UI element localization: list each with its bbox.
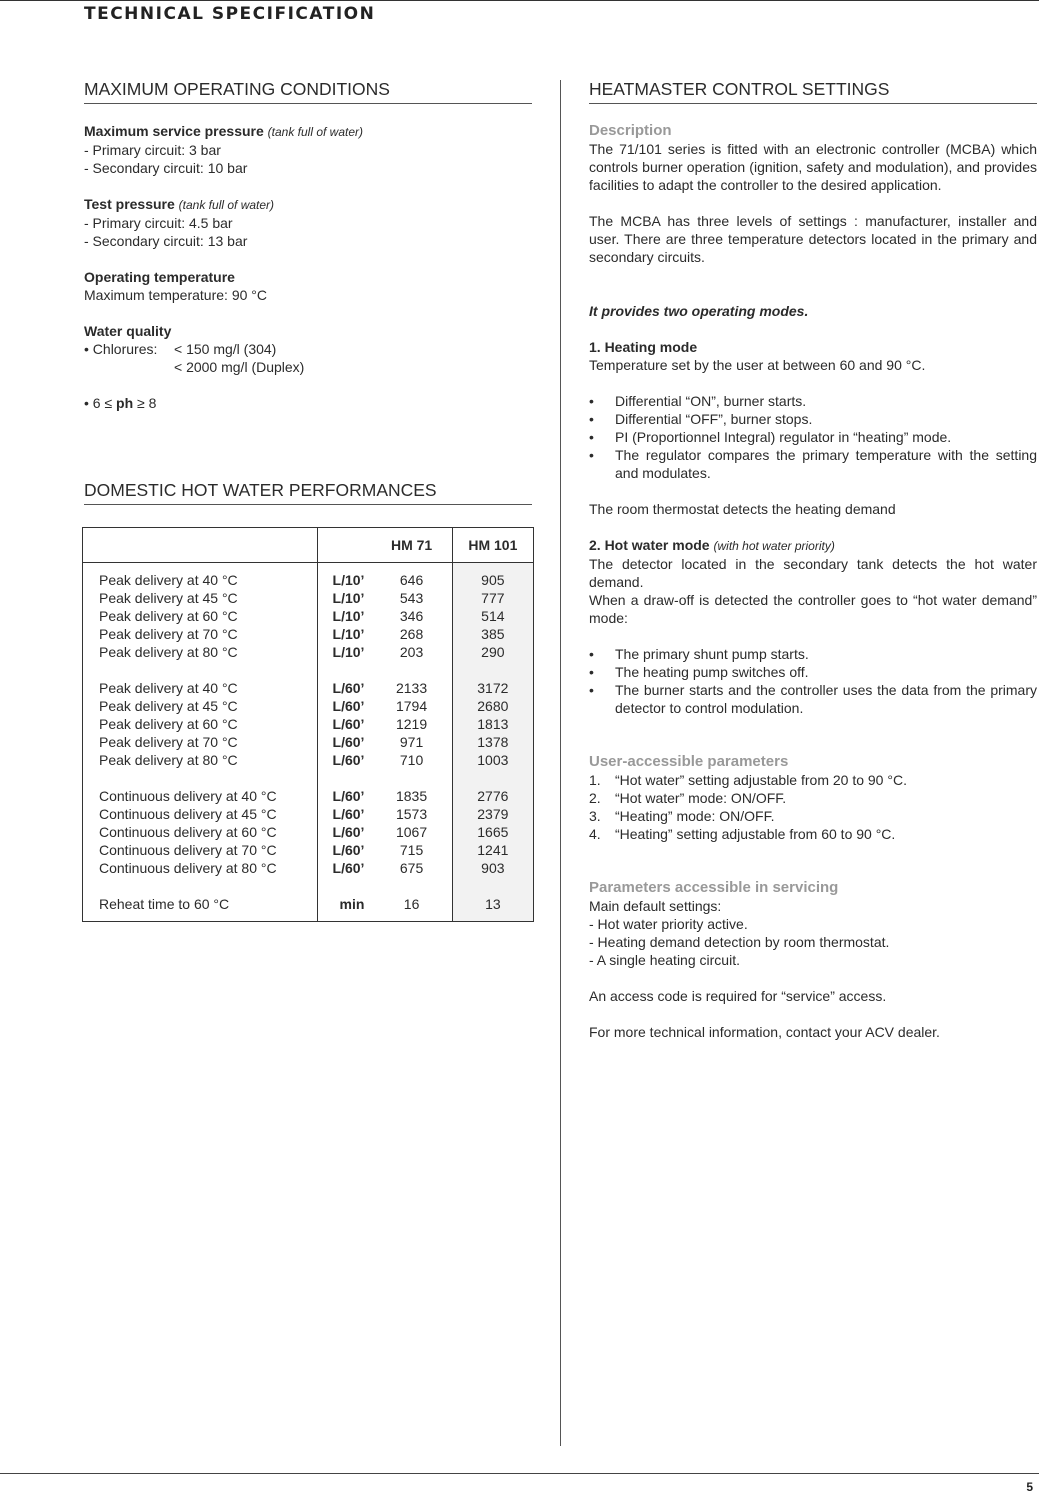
bottom-rule (0, 1473, 1039, 1474)
contact-text: For more technical information, contact your ACV dealer. (589, 1024, 940, 1040)
modes-heading: It provides two operating modes. (589, 303, 809, 319)
list-item: • The primary shunt pump starts. (589, 645, 1037, 663)
list-item: • The regulator compares the primary temperature with the setting and modulates. (589, 446, 1037, 482)
table-row (83, 859, 534, 877)
row-hm71: 971 (399, 734, 424, 750)
table-spacer-row (83, 877, 534, 895)
service-item: - Heating demand detection by room thermostat. (589, 934, 890, 950)
room-thermostat-text: The room thermostat detects the heating demand (589, 501, 896, 517)
table-row (83, 607, 534, 625)
service-item: - A single heating circuit. (589, 952, 740, 968)
list-item: • PI (Proportionnel Integral) regulator in “heating” mode. (589, 428, 1037, 446)
row-unit: L/60’ (317, 823, 371, 841)
table-row (83, 625, 534, 643)
row-unit: min (317, 895, 371, 922)
row-hm101: 1813 (452, 715, 533, 733)
right-column (589, 78, 1037, 1041)
header-cell-unit (317, 528, 371, 563)
row-unit: L/60’ (317, 697, 371, 715)
table-row (83, 787, 534, 805)
list-item: • The burner starts and the controller uses the data from the primary detector to control modulation. (589, 681, 1037, 717)
heating-mode-heading: 1. Heating mode (589, 339, 698, 355)
chlorures-line-1: • Chlorures: < 150 mg/l (304) (84, 341, 277, 357)
control-settings-title: HEATMASTER CONTROL SETTINGS (589, 78, 1037, 104)
page-number: 5 (1026, 1480, 1033, 1494)
test-pressure-heading: Test pressure (tank full of water) (84, 196, 275, 212)
table-row (83, 733, 534, 751)
table-row (83, 805, 534, 823)
table-row (83, 841, 534, 859)
table-spacer-row (83, 769, 534, 787)
table-row (83, 715, 534, 733)
row-hm71: 203 (399, 644, 424, 660)
row-hm71: 346 (399, 608, 424, 624)
row-hm101: 290 (452, 643, 533, 661)
row-hm101: 777 (452, 589, 533, 607)
row-hm101: 1241 (452, 841, 533, 859)
row-hm71: 268 (399, 626, 424, 642)
row-hm71: 1219 (395, 716, 428, 732)
row-hm101: 903 (452, 859, 533, 877)
hot-water-paragraph-1: The detector located in the secondary tank detects the hot water demand. (589, 556, 1037, 590)
row-label: Peak delivery at 60 °C (83, 715, 318, 733)
user-parameters-heading: User-accessible parameters (589, 753, 789, 770)
service-secondary: - Secondary circuit: 10 bar (84, 160, 248, 176)
hot-water-bullets (589, 645, 1037, 717)
row-unit: L/60’ (317, 805, 371, 823)
row-hm71: 1835 (395, 788, 428, 804)
table-header-row (83, 528, 534, 563)
op-temp-heading: Operating temperature (84, 269, 235, 285)
row-hm71: 1573 (395, 806, 428, 822)
list-item: 2. “Hot water” mode: ON/OFF. (589, 790, 787, 806)
row-hm71: 1794 (395, 698, 428, 714)
row-label: Continuous delivery at 40 °C (83, 787, 318, 805)
row-label: Peak delivery at 70 °C (83, 733, 318, 751)
row-hm101: 2680 (452, 697, 533, 715)
row-hm101: 514 (452, 607, 533, 625)
table-row (83, 563, 534, 590)
description-paragraph-1: The 71/101 series is fitted with an electronic controller (MCBA) which controls burner operation (ignition, safety and modulation), and provides facilities to adapt the controller to the desired application. (589, 141, 1037, 193)
row-hm101: 905 (452, 563, 533, 590)
dhw-performance-table (82, 527, 534, 922)
row-hm71: 715 (399, 842, 424, 858)
list-item: • Differential “ON”, burner starts. (589, 392, 1037, 410)
row-label: Peak delivery at 80 °C (83, 751, 318, 769)
table-spacer-row (83, 661, 534, 679)
service-pressure-heading: Maximum service pressure (tank full of water) (84, 123, 364, 139)
list-item: 3. “Heating” mode: ON/OFF. (589, 808, 775, 824)
ph-range: • 6 ≤ ph ≥ 8 (84, 395, 157, 411)
header-cell-hm101: HM 101 (452, 528, 533, 563)
access-code-text: An access code is required for “service” access. (589, 988, 887, 1004)
top-rule (0, 0, 1039, 1)
row-label: Peak delivery at 60 °C (83, 607, 318, 625)
row-label: Reheat time to 60 °C (83, 895, 318, 922)
max-conditions-title: MAXIMUM OPERATING CONDITIONS (84, 78, 532, 104)
user-parameters-list (589, 771, 1037, 843)
chlorures-line-2: < 2000 mg/l (Duplex) (174, 359, 305, 375)
row-hm101: 1665 (452, 823, 533, 841)
list-item: 1. “Hot water” setting adjustable from 20 to 90 °C. (589, 772, 907, 788)
row-hm71: 646 (399, 572, 424, 588)
table-body (83, 563, 534, 922)
row-unit: L/60’ (317, 787, 371, 805)
row-label: Peak delivery at 40 °C (83, 563, 318, 590)
table-row (83, 679, 534, 697)
row-hm101: 3172 (452, 679, 533, 697)
service-parameters-heading: Parameters accessible in servicing (589, 879, 839, 896)
page-title: TECHNICAL SPECIFICATION (84, 4, 376, 24)
row-hm101: 1003 (452, 751, 533, 769)
dhw-title: DOMESTIC HOT WATER PERFORMANCES (84, 479, 532, 505)
list-item: • Differential “OFF”, burner stops. (589, 410, 1037, 428)
row-unit: L/60’ (317, 679, 371, 697)
row-unit: L/60’ (317, 715, 371, 733)
row-hm101: 2379 (452, 805, 533, 823)
op-temp-value: Maximum temperature: 90 °C (84, 287, 267, 303)
service-primary: - Primary circuit: 3 bar (84, 142, 221, 158)
row-unit: L/10’ (317, 589, 371, 607)
row-hm71: 675 (399, 860, 424, 876)
row-label: Peak delivery at 80 °C (83, 643, 318, 661)
row-unit: L/10’ (317, 563, 371, 590)
description-paragraph-2: The MCBA has three levels of settings : manufacturer, installer and user. There are three temperature detectors located in the primary and secondary circuits. (589, 213, 1037, 265)
row-label: Peak delivery at 45 °C (83, 697, 318, 715)
test-secondary: - Secondary circuit: 13 bar (84, 233, 248, 249)
heating-bullets (589, 392, 1037, 482)
heating-mode-text: Temperature set by the user at between 60 and 90 °C. (589, 357, 926, 373)
table-row (83, 895, 534, 922)
service-intro: Main default settings: (589, 898, 722, 914)
row-unit: L/60’ (317, 841, 371, 859)
row-unit: L/60’ (317, 733, 371, 751)
row-label: Continuous delivery at 60 °C (83, 823, 318, 841)
table-row (83, 823, 534, 841)
service-item: - Hot water priority active. (589, 916, 748, 932)
row-label: Continuous delivery at 80 °C (83, 859, 318, 877)
row-unit: L/60’ (317, 859, 371, 877)
row-label: Peak delivery at 40 °C (83, 679, 318, 697)
row-unit: L/60’ (317, 751, 371, 769)
column-divider (560, 80, 561, 1446)
water-quality-heading: Water quality (84, 323, 172, 339)
table-row (83, 697, 534, 715)
row-label: Peak delivery at 45 °C (83, 589, 318, 607)
row-hm71: 2133 (395, 680, 428, 696)
list-item: 4. “Heating” setting adjustable from 60 to 90 °C. (589, 826, 896, 842)
table-row (83, 751, 534, 769)
row-hm101: 2776 (452, 787, 533, 805)
row-hm101: 13 (452, 895, 533, 922)
row-unit: L/10’ (317, 643, 371, 661)
row-hm71: 1067 (395, 824, 428, 840)
row-hm71: 16 (371, 895, 452, 922)
row-hm71: 543 (399, 590, 424, 606)
left-column (84, 78, 532, 412)
row-label: Continuous delivery at 45 °C (83, 805, 318, 823)
row-label: Continuous delivery at 70 °C (83, 841, 318, 859)
row-unit: L/10’ (317, 607, 371, 625)
test-primary: - Primary circuit: 4.5 bar (84, 215, 233, 231)
list-item: • The heating pump switches off. (589, 663, 1037, 681)
table-row (83, 589, 534, 607)
header-cell-label (83, 528, 318, 563)
description-heading: Description (589, 122, 672, 139)
hot-water-paragraph-2: When a draw-off is detected the controller goes to “hot water demand” mode: (589, 592, 1037, 626)
row-hm101: 1378 (452, 733, 533, 751)
table-row (83, 643, 534, 661)
row-hm101: 385 (452, 625, 533, 643)
hot-water-mode-heading: 2. Hot water mode (with hot water priority) (589, 537, 835, 553)
header-cell-hm71: HM 71 (371, 528, 452, 563)
row-unit: L/10’ (317, 625, 371, 643)
dhw-title-wrap (84, 479, 532, 505)
row-hm71: 710 (399, 752, 424, 768)
row-label: Peak delivery at 70 °C (83, 625, 318, 643)
